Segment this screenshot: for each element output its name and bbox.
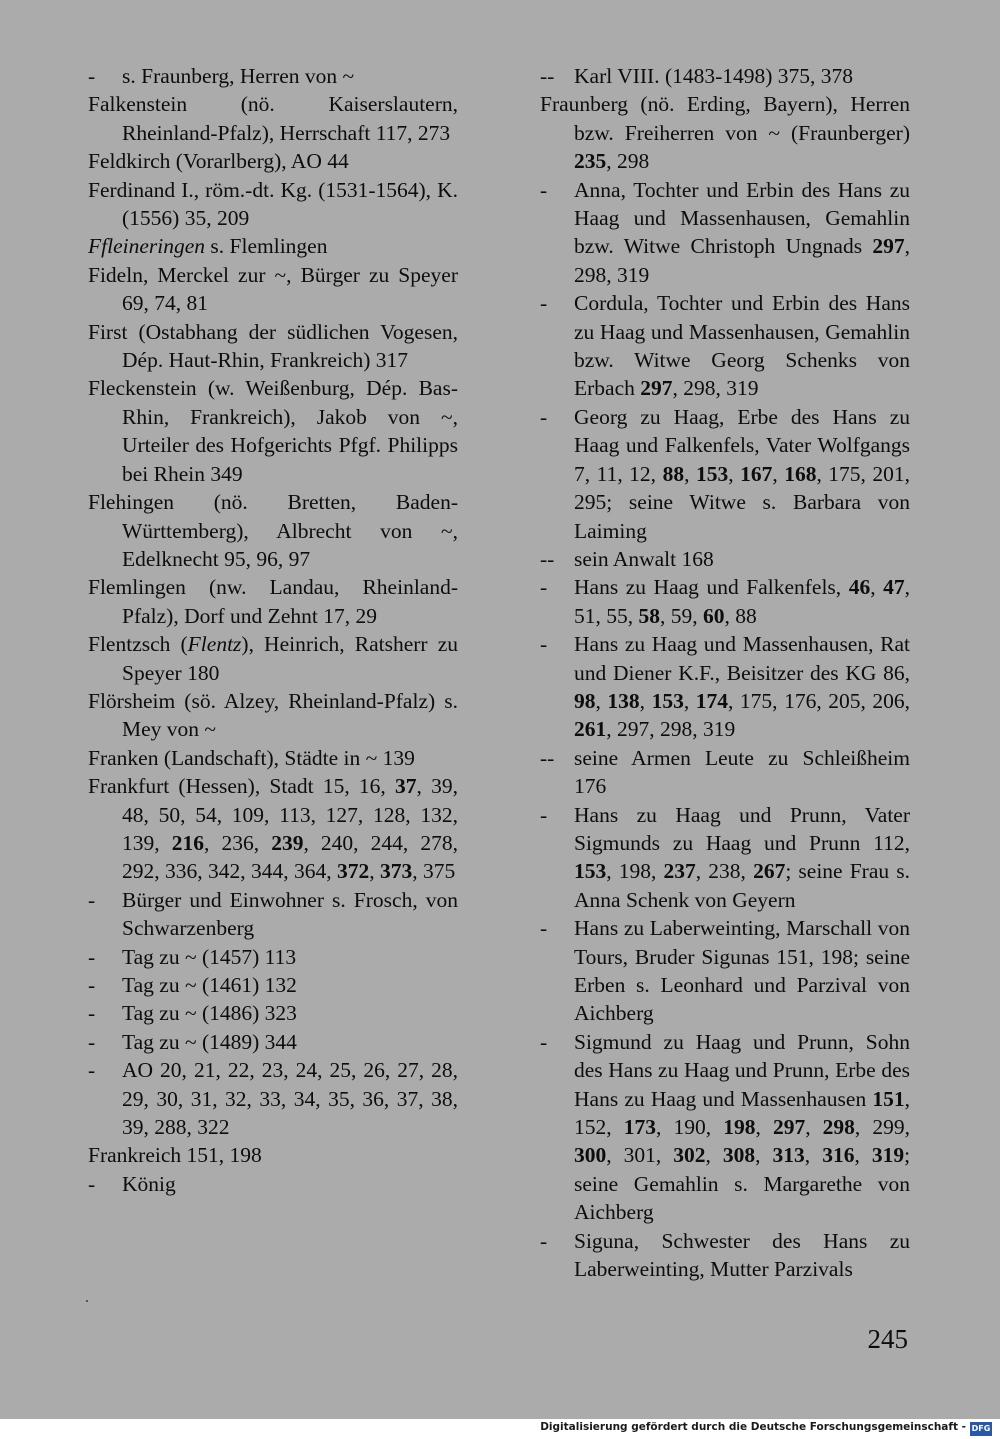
page-ref-bold: 300 [574,1143,607,1168]
page-ref-bold: 235 [574,149,607,174]
entry-text: , 175, 176, 205, 206, [728,688,911,713]
index-subentry [88,943,458,971]
index-entry [88,90,458,147]
subentry-marker: -- [540,546,555,571]
index-entry [88,261,458,318]
page-ref-bold: 319 [871,1143,905,1168]
page-ref-bold: 153 [574,859,607,884]
page-ref-bold: 168 [784,461,817,486]
entry-text: , [705,1143,723,1168]
page-ref-bold: 153 [651,688,684,713]
page-ref-bold: 37 [395,774,417,799]
index-column-left [88,62,458,1198]
subentry-marker: - [540,1029,548,1054]
entry-text: , 175, 201, 295; seine Witwe s. Barbara von Laiming [574,461,911,543]
subentry-marker: - [540,802,548,827]
entry-text: , 375 [412,859,456,884]
entry-text: Fleckenstein (w. Weißenburg, Dép. Bas-Rhin, Frankreich), Jakob von ~, Urteiler des Hofgerichts Pfgf. Philipps bei Rhein 349 [88,376,458,486]
index-subentry [540,403,911,545]
page-ref-bold: 60 [703,603,725,628]
entry-text: , 39, 48, 50, 54, 109, 113, 127, 128, 132, 139, [122,774,458,855]
index-subentry [540,630,911,744]
entry-text: Cordula, Tochter und Erbin des Hans zu Haag und Massenhausen, Gemahlin bzw. Witwe Georg Schenks von Erbach [574,291,910,401]
entry-text: Flentzsch ( [88,632,188,657]
italic-term: Ffleineringen [88,234,206,259]
entry-text: Tag zu ~ (1461) 132 [122,973,297,997]
subentry-marker: - [88,1058,96,1083]
index-subentry [540,545,910,573]
subentry-marker: - [88,1029,96,1054]
index-entry [88,176,458,233]
subentry-marker: -- [540,64,555,88]
index-subentry [88,62,458,90]
entry-text: , 297, 298, 319 [606,717,736,742]
entry-text: , [755,1115,773,1140]
entry-text: Siguna, Schwester des Hans zu Laberweinting, Mutter Parzivals [574,1228,910,1282]
index-entry [88,488,458,573]
entry-text: , 59, [660,603,703,628]
index-entry [88,630,458,687]
entry-text: , [639,688,652,713]
page-ref-bold: 173 [623,1115,656,1140]
page-ref-bold: 297 [772,1115,806,1140]
index-subentry [88,886,458,943]
entry-text: Anna, Tochter und Erbin des Hans zu Haag und Massenhausen, Gemahlin bzw. Witwe Christoph Ungnads [574,177,910,259]
entry-text: Flörsheim (sö. Alzey, Rheinland-Pfalz) s. Mey von ~ [88,688,458,742]
entry-text: Flehingen (nö. Bretten, Baden-Württemberg), Albrecht von ~, Edelknecht 95, 96, 97 [88,490,458,571]
dfg-logo-icon: DFG [970,1422,992,1436]
entry-text: , 301, [606,1143,674,1168]
index-entry [88,687,458,744]
subentry-marker: - [540,404,548,429]
index-entry [88,1141,458,1169]
entry-text: Franken (Landschaft), Städte in ~ 139 [88,745,415,770]
page-ref-bold: 216 [171,830,204,855]
entry-text: , [854,1143,872,1168]
entry-text: Flemlingen (nw. Landau, Rheinland-Pfalz), Dorf und Zehnt 17, 29 [88,575,458,628]
subentry-marker: - [88,973,96,997]
subentry-marker: - [88,887,96,912]
entry-text: Tag zu ~ (1489) 344 [122,1029,297,1054]
index-column-right [540,62,910,1283]
subentry-marker: - [88,1171,96,1196]
index-subentry [540,62,910,90]
page-ref-bold: 316 [822,1143,855,1168]
subentry-marker: - [540,291,548,316]
index-entry [88,573,458,630]
index-subentry [540,1227,910,1284]
page-ref-bold: 167 [740,461,773,486]
subentry-marker: - [540,632,548,657]
page-ref-bold: 372 [337,859,370,884]
page-ref-bold: 58 [638,603,660,628]
entry-text: , 299, [854,1115,911,1140]
subentry-marker: - [540,177,548,202]
entry-text: , 238, [695,859,754,884]
index-subentry [88,1028,458,1056]
entry-text: , 298 [606,149,650,174]
entry-text: , 152, [574,1086,910,1140]
entry-text: , 240, 244, 278, 292, 336, 342, 344, 364, [122,830,459,884]
entry-text: Hans zu Laberweinting, Marschall von Tours, Bruder Sigunas 151, 198; seine Erben s. Leonhard und Parzival von Aichberg [574,916,910,1026]
page-ref-bold: 261 [574,717,607,742]
entry-text: s. Flemlingen [205,234,328,259]
page-ref-bold: 373 [380,859,413,884]
index-subentry [540,573,911,630]
entry-text: , [683,688,696,713]
subentry-marker: -- [540,745,555,770]
entry-text: Georg zu Haag, Erbe des Hans zu Haag und Falkenfels, Vater Wolfgangs 7, 11, 12, [574,404,910,486]
entry-text: , 298, 319 [574,234,910,287]
entry-text: Karl VIII. (1483-1498) 375, 378 [574,64,854,88]
subentry-marker: - [540,575,548,600]
italic-term: Flentz [187,632,242,657]
page-ref-bold: 174 [695,688,729,713]
index-subentry [540,1028,911,1227]
entry-text: Frankreich 151, 198 [88,1143,262,1168]
page-ref-bold: 297 [872,234,905,259]
entry-text: , [684,461,696,486]
entry-text: Fraunberg (nö. Erding, Bayern), Herren bzw. Freiherren von ~ (Fraunberger) [540,92,910,145]
entry-text: , [755,1143,773,1168]
entry-text: , 88 [724,603,757,628]
index-subentry [88,1056,458,1141]
entry-text: s. Fraunberg, Herren von ~ [122,64,355,88]
page-ref-bold: 98 [574,688,596,713]
entry-text: Tag zu ~ (1457) 113 [122,944,297,969]
entry-text: , 198, [606,859,664,884]
entry-text: sein Anwalt 168 [574,546,714,571]
entry-text: , [772,461,785,486]
page-ref-bold: 153 [695,461,729,486]
entry-text: Hans zu Haag und Massenhausen, Rat und Diener K.F., Beisitzer des KG 86, [574,632,910,685]
entry-text: seine Armen Leute zu Schleißheim 176 [574,745,910,799]
index-subentry [540,176,910,290]
entry-text: ; seine Gemahlin s. Margarethe von Aichberg [574,1143,911,1225]
page-ref-bold: 88 [662,461,685,486]
entry-text: Fideln, Merckel zur ~, Bürger zu Speyer 69, 74, 81 [88,262,458,316]
subentry-marker: - [540,1228,548,1253]
footer-credit: Digitalisierung gefördert durch die Deutsche Forschungsgemeinschaft - [540,1421,966,1433]
entry-text: , [595,688,608,713]
page-ref-bold: 46 [848,575,871,600]
entry-text: , [369,859,380,884]
entry-text: König [122,1171,176,1196]
index-entry [88,147,458,175]
entry-text: Bürger und Einwohner s. Frosch, von Schwarzenberg [122,887,458,941]
index-entry [88,374,458,488]
page-ref-bold: 239 [271,830,304,855]
subentry-marker: - [88,944,96,969]
index-entry [88,744,458,772]
index-subentry [540,914,910,1028]
page-ref-bold: 138 [607,688,640,713]
page-ref-bold: 198 [723,1115,756,1140]
entry-text: ; seine Frau s. Anna Schenk von Geyern [574,859,911,912]
entry-text: Sigmund zu Haag und Prunn, Sohn des Hans zu Haag und Prunn, Erbe des Hans zu Haag und Massenhausen [574,1029,910,1111]
index-subentry [540,744,910,801]
entry-text: , 51, 55, [574,575,911,628]
entry-text: Ferdinand I., röm.-dt. Kg. (1531-1564), K. (1556) 35, 209 [88,177,458,231]
entry-text: Frankfurt (Hessen), Stadt 15, 16, [88,774,396,799]
page-number: 245 [867,1324,908,1354]
page-ref-bold: 298 [822,1115,855,1140]
entry-text: AO 20, 21, 22, 23, 24, 25, 26, 27, 28, 29, 30, 31, 32, 33, 34, 35, 36, 37, 38, 39, 288, 322 [122,1058,458,1140]
index-entry [88,232,458,260]
index-subentry [540,289,910,403]
index-subentry [88,1170,458,1198]
scan-speck [86,1300,88,1302]
entry-text: , 236, [203,830,272,855]
page-ref-bold: 302 [673,1143,706,1168]
subentry-marker: - [540,916,548,941]
page-ref-bold: 267 [753,859,786,884]
entry-text: , 190, [655,1115,724,1140]
entry-text: Tag zu ~ (1486) 323 [122,1001,297,1026]
entry-text: , [870,575,884,600]
entry-text: Feldkirch (Vorarlberg), AO 44 [88,149,349,174]
subentry-marker: - [88,64,96,88]
entry-text: , [805,1115,823,1140]
entry-text: , [804,1143,823,1168]
index-entry [88,772,459,886]
index-entry [540,90,910,175]
index-subentry [88,999,458,1027]
index-subentry [88,971,458,999]
page-ref-bold: 308 [722,1143,756,1168]
page-ref-bold: 297 [640,376,673,401]
entry-text: , 298, 319 [672,376,759,401]
subentry-marker: - [88,1001,96,1026]
entry-text: Hans zu Haag und Falkenfels, [574,575,849,600]
entry-text: , [728,461,741,486]
page-ref-bold: 151 [872,1086,905,1111]
entry-text: Hans zu Haag und Prunn, Vater Sigmunds zu Haag und Prunn 112, [574,802,910,855]
entry-text: First (Ostabhang der südlichen Vogesen, Dép. Haut-Rhin, Frankreich) 317 [88,319,458,373]
index-entry [88,318,458,375]
page-ref-bold: 237 [663,859,696,884]
entry-text: Falkenstein (nö. Kaiserslautern, Rheinland-Pfalz), Herrschaft 117, 273 [88,92,458,145]
page-ref-bold: 47 [883,575,905,600]
page-ref-bold: 313 [772,1143,805,1168]
index-subentry [540,801,911,915]
entry-text: ), Heinrich, Ratsherr zu Speyer 180 [122,632,458,685]
